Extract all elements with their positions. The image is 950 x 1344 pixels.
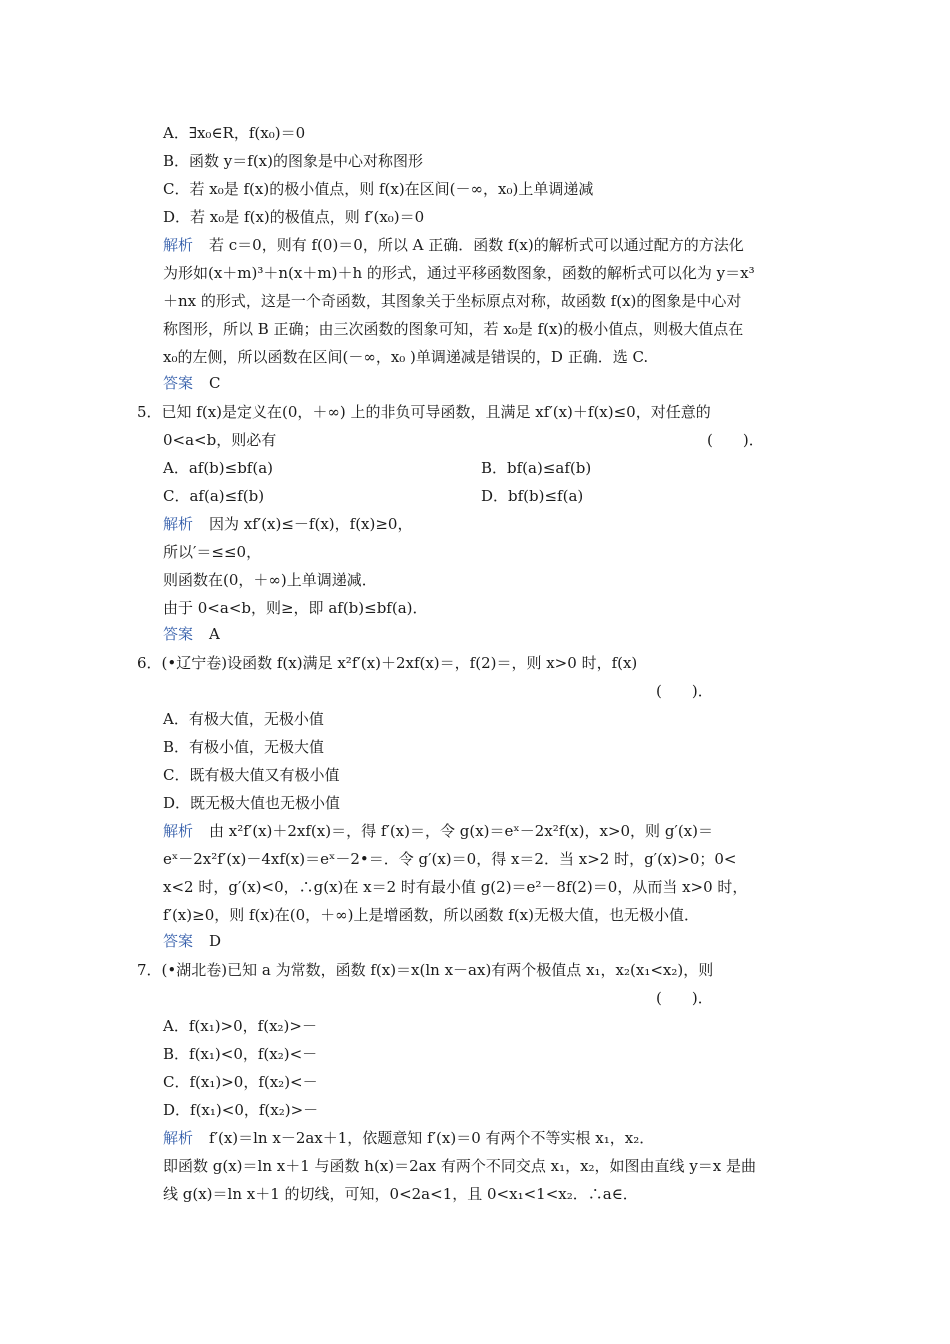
q7-option-b: B．f(x₁)<0，f(x₂)<－ — [163, 1045, 318, 1063]
q5-analysis-line: 则函数在(0，＋∞)上单调递减． — [163, 571, 377, 589]
q7-analysis-line: 即函数 g(x)＝ln x＋1 与函数 h(x)＝2ax 有两个不同交点 x₁，x₂，如图由直线 y＝x 是曲 — [163, 1157, 757, 1175]
q5-option-a: A．af(b)≤bf(a) — [163, 459, 274, 477]
answer-value: C — [209, 374, 221, 392]
answer-tag: 答案 — [163, 932, 194, 950]
q4-analysis-line: ＋nx 的形式，这是一个奇函数，其图象关于坐标原点对称，故函数 f(x)的图象是中心对 — [163, 292, 742, 310]
q5-analysis-line: 由于 0<a<b，则≥，即 af(b)≤bf(a)． — [163, 599, 428, 617]
q7-analysis-line: 线 g(x)＝ln x＋1 的切线，可知，0<2a<1，且 0<x₁<1<x₂．∴a∈． — [163, 1185, 638, 1203]
q7-answer-paren: ( )． — [656, 989, 713, 1007]
q5-answer-paren: ( )． — [707, 431, 764, 449]
q5-stem: 5．已知 f(x)是定义在(0，＋∞) 上的非负可导函数，且满足 xf′(x)＋f(x)≤0，对任意的 — [137, 403, 711, 421]
analysis-text: 若 c＝0，则有 f(0)＝0，所以 A 正确．函数 f(x)的解析式可以通过配方的方法化 — [209, 236, 744, 254]
answer-tag: 答案 — [163, 374, 194, 392]
q4-option-a: A．∃x₀∈R，f(x₀)＝0 — [163, 124, 306, 142]
q7-option-d: D．f(x₁)<0，f(x₂)>－ — [163, 1101, 319, 1119]
analysis-tag: 解析 — [163, 515, 194, 533]
q6-option-c: C．既有极大值又有极小值 — [163, 766, 340, 784]
analysis-text: 由 x²f′(x)＋2xf(x)＝，得 f′(x)＝，令 g(x)＝eˣ－2x²f(x)，x>0，则 g′(x)＝ — [209, 822, 713, 840]
answer-tag: 答案 — [163, 625, 194, 643]
q6-answer-paren: ( )． — [656, 682, 713, 700]
analysis-tag: 解析 — [163, 236, 194, 254]
q5-stem: 0<a<b，则必有 — [163, 431, 277, 449]
q5-answer — [163, 623, 220, 645]
q4-analysis-line: x₀的左侧，所以函数在区间(－∞，x₀ )单调递减是错误的，D 正确．选 C. — [163, 348, 649, 366]
q5-option-d: D．bf(b)≤f(a) — [481, 487, 584, 505]
q5-option-b: B．bf(a)≤af(b) — [481, 459, 592, 477]
q6-option-a: A．有极大值，无极小值 — [163, 710, 324, 728]
answer-value: D — [209, 932, 222, 950]
q6-analysis-line: x<2 时，g′(x)<0，∴g(x)在 x＝2 时有最小值 g(2)＝e²－8f(2)＝0，从而当 x>0 时， — [163, 878, 748, 896]
q7-stem: 7．(•湖北卷)已知 a 为常数，函数 f(x)＝x(ln x－ax)有两个极值点 x₁，x₂(x₁<x₂)，则 — [137, 961, 714, 979]
q7-option-a: A．f(x₁)>0，f(x₂)>－ — [163, 1017, 317, 1035]
answer-value: A — [209, 625, 220, 643]
q4-option-d: D．若 x₀是 f(x)的极值点，则 f′(x₀)＝0 — [163, 208, 425, 226]
analysis-tag: 解析 — [163, 1129, 194, 1147]
q6-analysis-line — [163, 820, 713, 842]
q5-option-c: C．af(a)≤f(b) — [163, 487, 265, 505]
q4-option-c: C．若 x₀是 f(x)的极小值点，则 f(x)在区间(－∞，x₀)上单调递减 — [163, 180, 594, 198]
q4-analysis-line: 称图形，所以 B 正确；由三次函数的图象可知，若 x₀是 f(x)的极小值点，则极大值点在 — [163, 320, 744, 338]
analysis-text: f′(x)＝ln x－2ax＋1，依题意知 f′(x)＝0 有两个不等实根 x₁，x₂． — [209, 1129, 655, 1147]
q6-analysis-line: f′(x)≥0，则 f(x)在(0，＋∞)上是增函数，所以函数 f(x)无极大值，也无极小值． — [163, 906, 699, 924]
analysis-tag: 解析 — [163, 822, 194, 840]
q4-analysis-line — [163, 234, 744, 256]
q6-analysis-line: eˣ－2x²f′(x)－4xf(x)＝eˣ－2•＝．令 g′(x)＝0，得 x＝2．当 x>2 时，g′(x)>0；0< — [163, 850, 737, 868]
q4-analysis-line: 为形如(x＋m)³＋n(x＋m)＋h 的形式，通过平移函数图象，函数的解析式可以化为 y＝x³ — [163, 264, 755, 282]
q6-answer — [163, 930, 221, 952]
q6-option-d: D．既无极大值也无极小值 — [163, 794, 341, 812]
q7-option-c: C．f(x₁)>0，f(x₂)<－ — [163, 1073, 318, 1091]
q6-option-b: B．有极小值，无极大值 — [163, 738, 325, 756]
q5-analysis-line — [163, 513, 412, 535]
analysis-text: 因为 xf′(x)≤－f(x)，f(x)≥0， — [209, 515, 413, 533]
q5-analysis-line: 所以′＝≤≤0， — [163, 543, 262, 561]
q7-analysis-line — [163, 1127, 654, 1149]
q4-answer — [163, 372, 221, 394]
q6-stem: 6．(•辽宁卷)设函数 f(x)满足 x²f′(x)＋2xf(x)＝，f(2)＝，则 x>0 时，f(x) — [137, 654, 638, 672]
q4-option-b: B．函数 y＝f(x)的图象是中心对称图形 — [163, 152, 423, 170]
